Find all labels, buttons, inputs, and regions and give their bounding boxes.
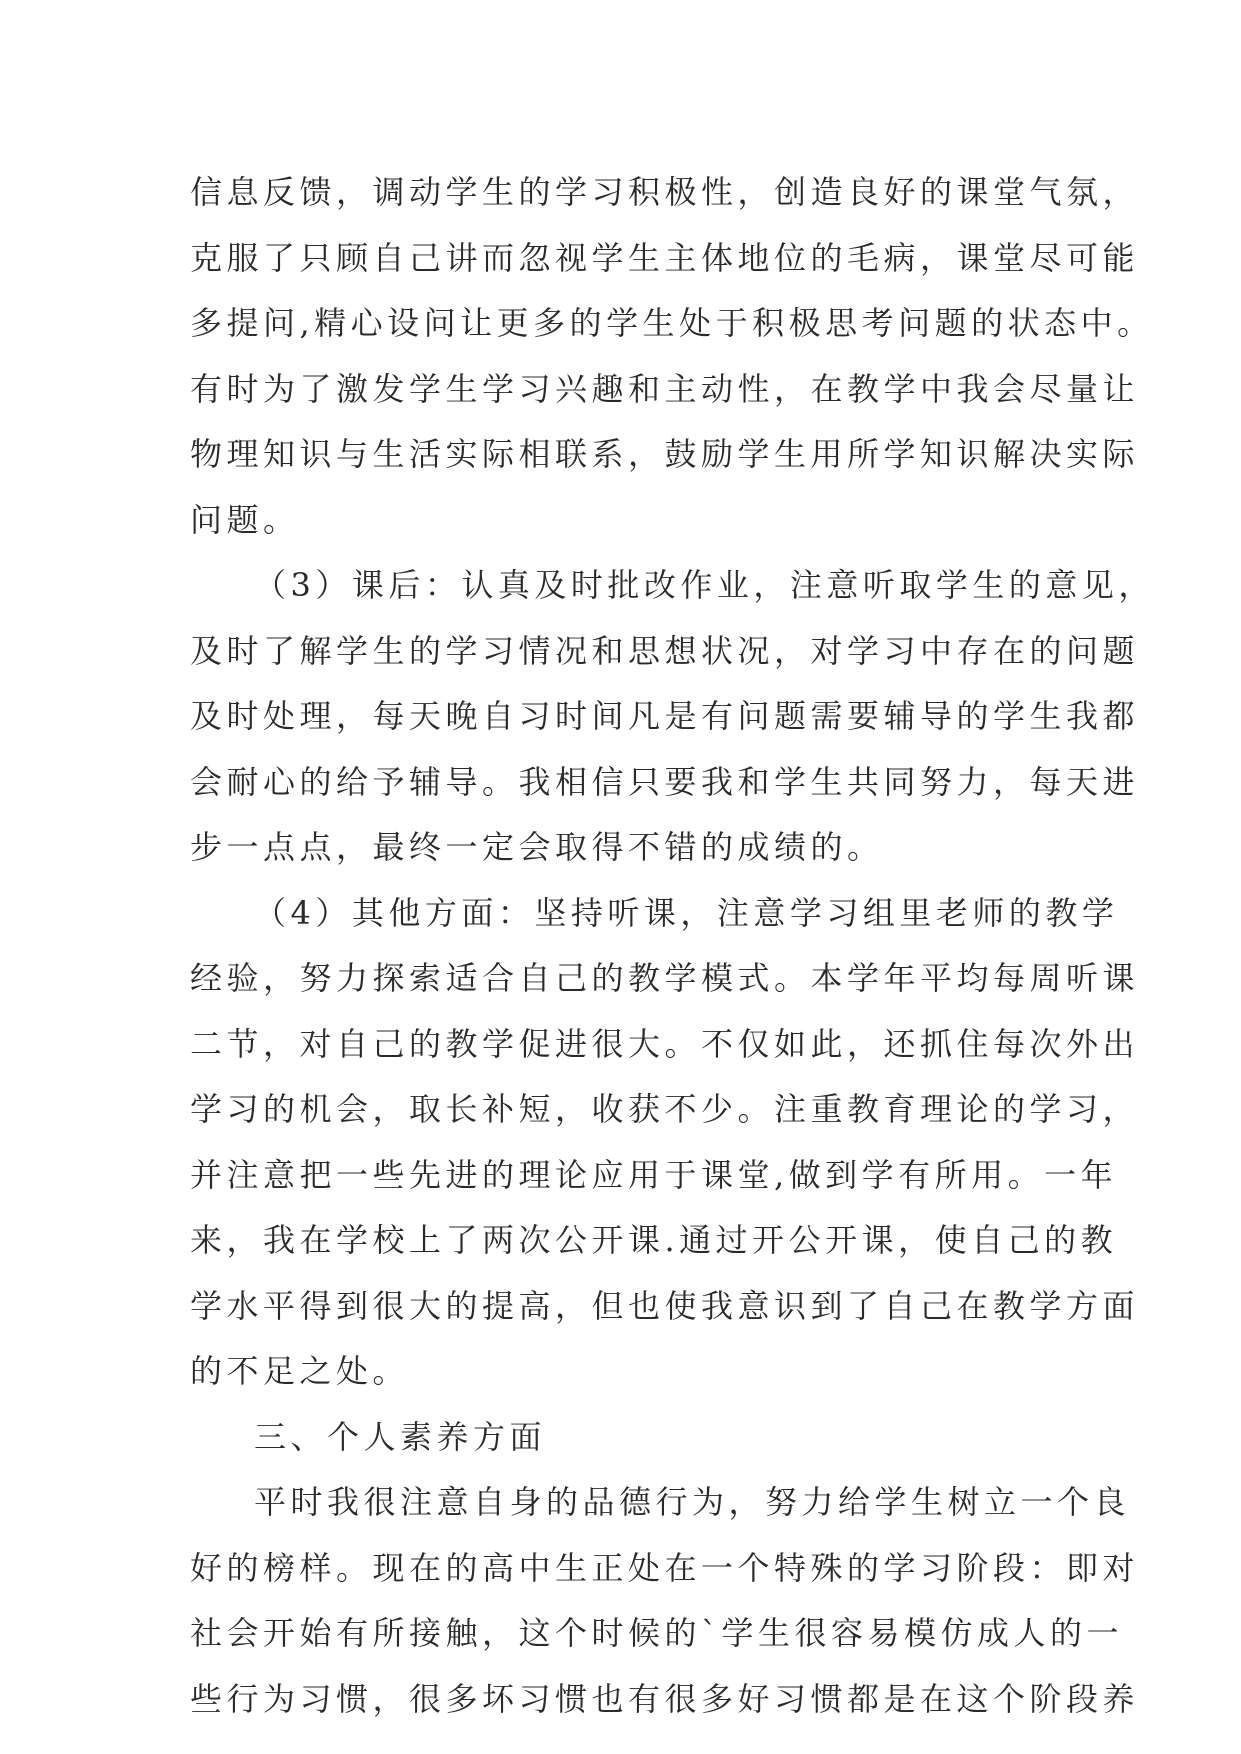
text-line: 物理知识与生活实际相联系，鼓励学生用所学知识解决实际 bbox=[190, 435, 1140, 473]
text-line: 及时了解学生的学习情况和思想状况，对学习中存在的问题 bbox=[190, 631, 1140, 670]
paragraph-start-line: 平时我很注意自身的品德行为，努力给学生树立一个良 bbox=[254, 1483, 1131, 1521]
text-line: 问题。 bbox=[190, 500, 300, 539]
text-line: 经验，努力探索适合自己的教学模式。本学年平均每周听课 bbox=[190, 959, 1140, 997]
text-line: 社会开始有所接触，这个时候的`学生很容易模仿成人的一 bbox=[190, 1614, 1124, 1652]
text-line: 克服了只顾自己讲而忽视学生主体地位的毛病，课堂尽可能 bbox=[190, 238, 1140, 277]
text-line: 些行为习惯，很多坏习惯也有很多好习惯都是在这个阶段养 bbox=[190, 1679, 1140, 1718]
text-line: 多提问,精心设问让更多的学生处于积极思考问题的状态中。 bbox=[190, 304, 1154, 342]
body-text bbox=[190, 160, 1155, 1732]
text-line: 学水平得到很大的提高，但也使我意识到了自己在教学方面 bbox=[190, 1286, 1140, 1325]
text-line: 好的榜样。现在的高中生正处在一个特殊的学习阶段：即对 bbox=[190, 1548, 1140, 1587]
text-line: 的不足之处。 bbox=[190, 1352, 410, 1390]
text-line: 信息反馈，调动学生的学习积极性，创造良好的课堂气氛， bbox=[190, 173, 1140, 211]
text-line: 二节，对自己的教学促进很大。不仅如此，还抓住每次外出 bbox=[190, 1024, 1140, 1063]
section-heading: 三、个人素养方面 bbox=[254, 1417, 547, 1456]
text-line: 学习的机会，取长补短，收获不少。注重教育理论的学习， bbox=[190, 1090, 1140, 1128]
text-line: 步一点点，最终一定会取得不错的成绩的。 bbox=[190, 828, 884, 866]
text-line: 有时为了激发学生学习兴趣和主动性，在教学中我会尽量让 bbox=[190, 369, 1140, 408]
text-line: 及时处理，每天晚自习时间凡是有问题需要辅导的学生我都 bbox=[190, 697, 1140, 735]
text-line: 并注意把一些先进的理论应用于课堂,做到学有所用。一年 bbox=[190, 1155, 1118, 1194]
text-line: 会耐心的给予辅导。我相信只要我和学生共同努力，每天进 bbox=[190, 762, 1140, 801]
paragraph-start-line: （3）课后：认真及时批改作业，注意听取学生的意见， bbox=[254, 566, 1155, 604]
text-line: 来，我在学校上了两次公开课.通过开公开课，使自己的教 bbox=[190, 1221, 1118, 1259]
paragraph-start-line: （4）其他方面：坚持听课，注意学习组里老师的教学 bbox=[254, 893, 1119, 932]
